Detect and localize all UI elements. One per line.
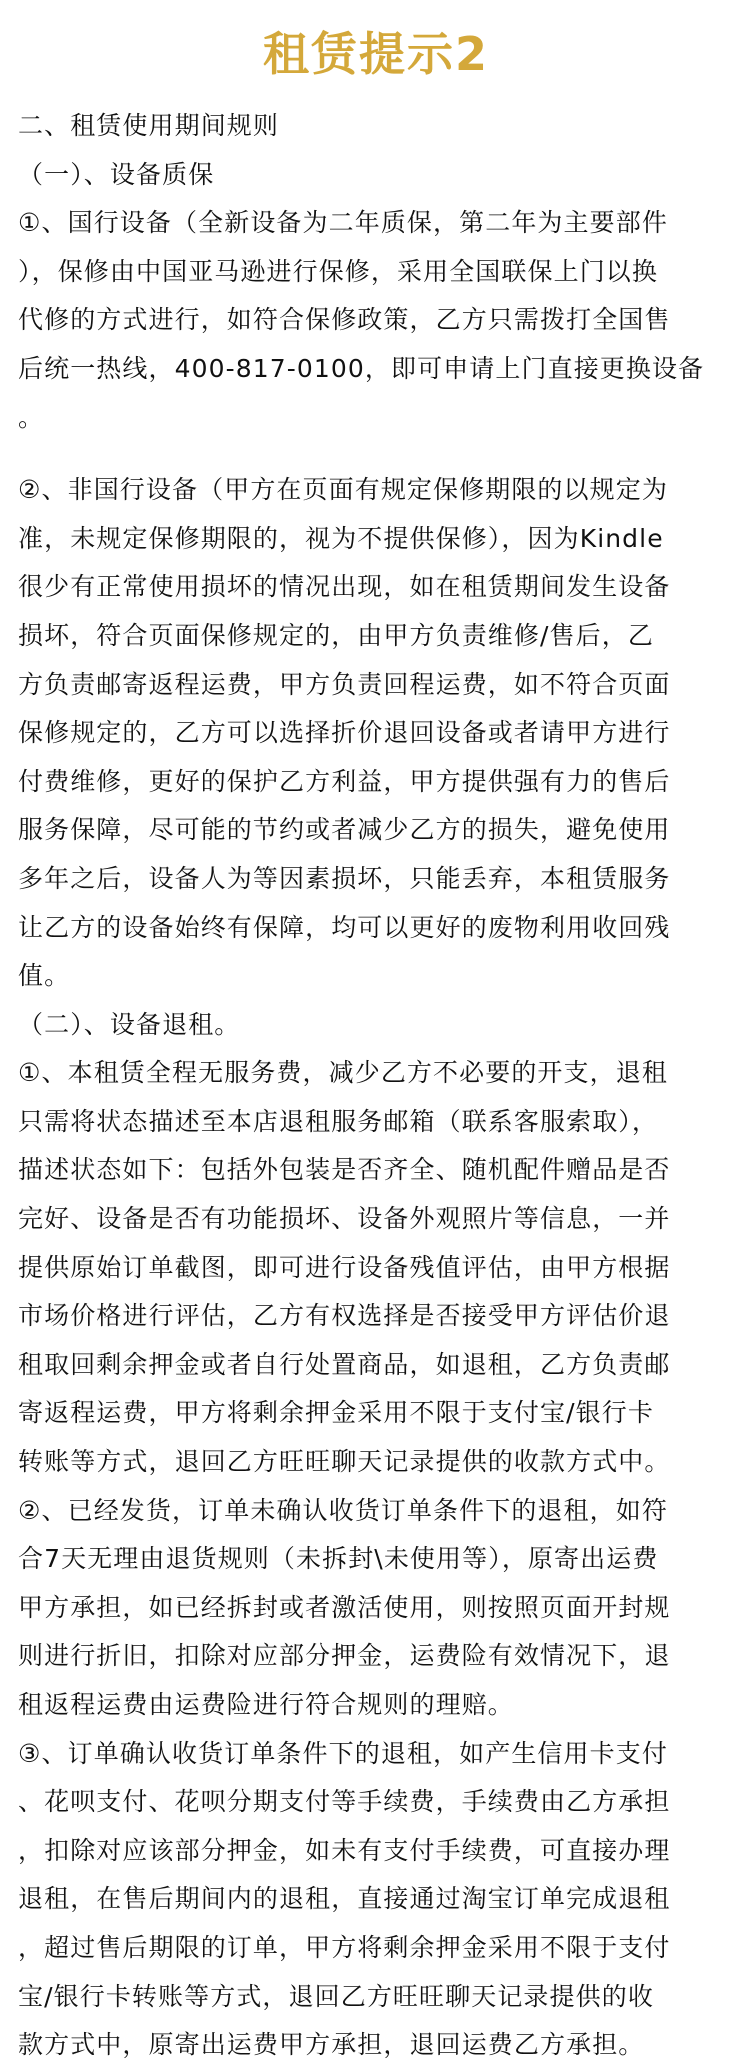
text-line: 让乙方的设备始终有保障，均可以更好的废物利用收回残 [18, 912, 671, 942]
text-line: 市场价格进行评估，乙方有权选择是否接受甲方评估价退 [18, 1301, 671, 1331]
text-line: 转账等方式，退回乙方旺旺聊天记录提供的收款方式中。 [18, 1447, 671, 1477]
text-line: 合7天无理由退货规则（未拆封\未使用等），原寄出运费 [18, 1544, 659, 1574]
text-line: 方负责邮寄返程运费，甲方负责回程运费，如不符合页面 [18, 669, 671, 699]
section-block-b [18, 466, 734, 2070]
text-line: 租取回剩余押金或者自行处置商品，如退租，乙方负责邮 [18, 1349, 671, 1379]
text-line: 寄返程运费，甲方将剩余押金采用不限于支付宝/银行卡 [18, 1398, 654, 1428]
text-line: 、花呗支付、花呗分期支付等手续费，手续费由乙方承担 [18, 1787, 671, 1817]
section-block-a [18, 102, 734, 442]
text-line: ，扣除对应该部分押金，如未有支付手续费，可直接办理 [18, 1835, 671, 1865]
text-line: 提供原始订单截图，即可进行设备残值评估，由甲方根据 [18, 1252, 671, 1282]
text-line: 宝/银行卡转账等方式，退回乙方旺旺聊天记录提供的收 [18, 1981, 654, 2011]
text-line: （一）、设备质保 [18, 159, 215, 189]
text-line: ①、本租赁全程无服务费，减少乙方不必要的开支，退租 [18, 1058, 668, 1088]
text-line: ，超过售后期限的订单，甲方将剩余押金采用不限于支付 [18, 1932, 671, 1962]
text-line: 租返程运费由运费险进行符合规则的理赔。 [18, 1690, 514, 1719]
text-line: 。 [18, 402, 45, 432]
text-line: 完好、设备是否有功能损坏、设备外观照片等信息，一并 [18, 1204, 671, 1234]
text-line: ①、国行设备（全新设备为二年质保，第二年为主要部件 [18, 208, 668, 238]
text-line: 保修规定的，乙方可以选择折价退回设备或者请甲方进行 [18, 718, 671, 748]
text-line: 则进行折旧，扣除对应部分押金，运费险有效情况下，退 [18, 1641, 671, 1671]
text-line: 退租，在售后期间内的退租，直接通过淘宝订单完成退租 [18, 1884, 671, 1914]
text-line: 值。 [18, 961, 71, 991]
text-line: 二、租赁使用期间规则 [18, 111, 280, 140]
text-line: 损坏，符合页面保修规定的，由甲方负责维修/售后，乙 [18, 620, 654, 650]
text-line: 代修的方式进行，如符合保修政策，乙方只需拨打全国售 [18, 305, 671, 335]
text-line: 准，未规定保修期限的，视为不提供保修），因为Kindle [18, 523, 664, 553]
text-line: 很少有正常使用损坏的情况出现，如在租赁期间发生设备 [18, 572, 671, 602]
text-line: 后统一热线，400-817-0100，即可申请上门直接更换设备 [18, 353, 705, 383]
text-line: 只需将状态描述至本店退租服务邮箱（联系客服索取）， [18, 1106, 659, 1136]
text-line: 付费维修，更好的保护乙方利益，甲方提供强有力的售后 [18, 766, 671, 796]
paragraph-gap [18, 442, 734, 466]
text-line: 服务保障，尽可能的节约或者减少乙方的损失，避免使用 [18, 815, 671, 845]
text-line: ②、非国行设备（甲方在页面有规定保修期限的以规定为 [18, 475, 668, 505]
text-line: ②、已经发货，订单未确认收货订单条件下的退租，如符 [18, 1495, 668, 1525]
text-line: 描述状态如下：包括外包装是否齐全、随机配件赠品是否 [18, 1155, 671, 1185]
text-line: 多年之后，设备人为等因素损坏，只能丢弃，本租赁服务 [18, 863, 671, 893]
text-line: ③、订单确认收货订单条件下的退租，如产生信用卡支付 [18, 1738, 668, 1768]
page-title: 租赁提示2 [262, 27, 489, 81]
text-line: ），保修由中国亚马逊进行保修，采用全国联保上门以换 [18, 256, 659, 286]
text-line: 甲方承担，如已经拆封或者激活使用，则按照页面开封规 [18, 1592, 671, 1622]
text-line: 款方式中，原寄出运费甲方承担，退回运费乙方承担。 [18, 2030, 645, 2060]
text-line: （二）、设备退租。 [18, 1009, 241, 1039]
